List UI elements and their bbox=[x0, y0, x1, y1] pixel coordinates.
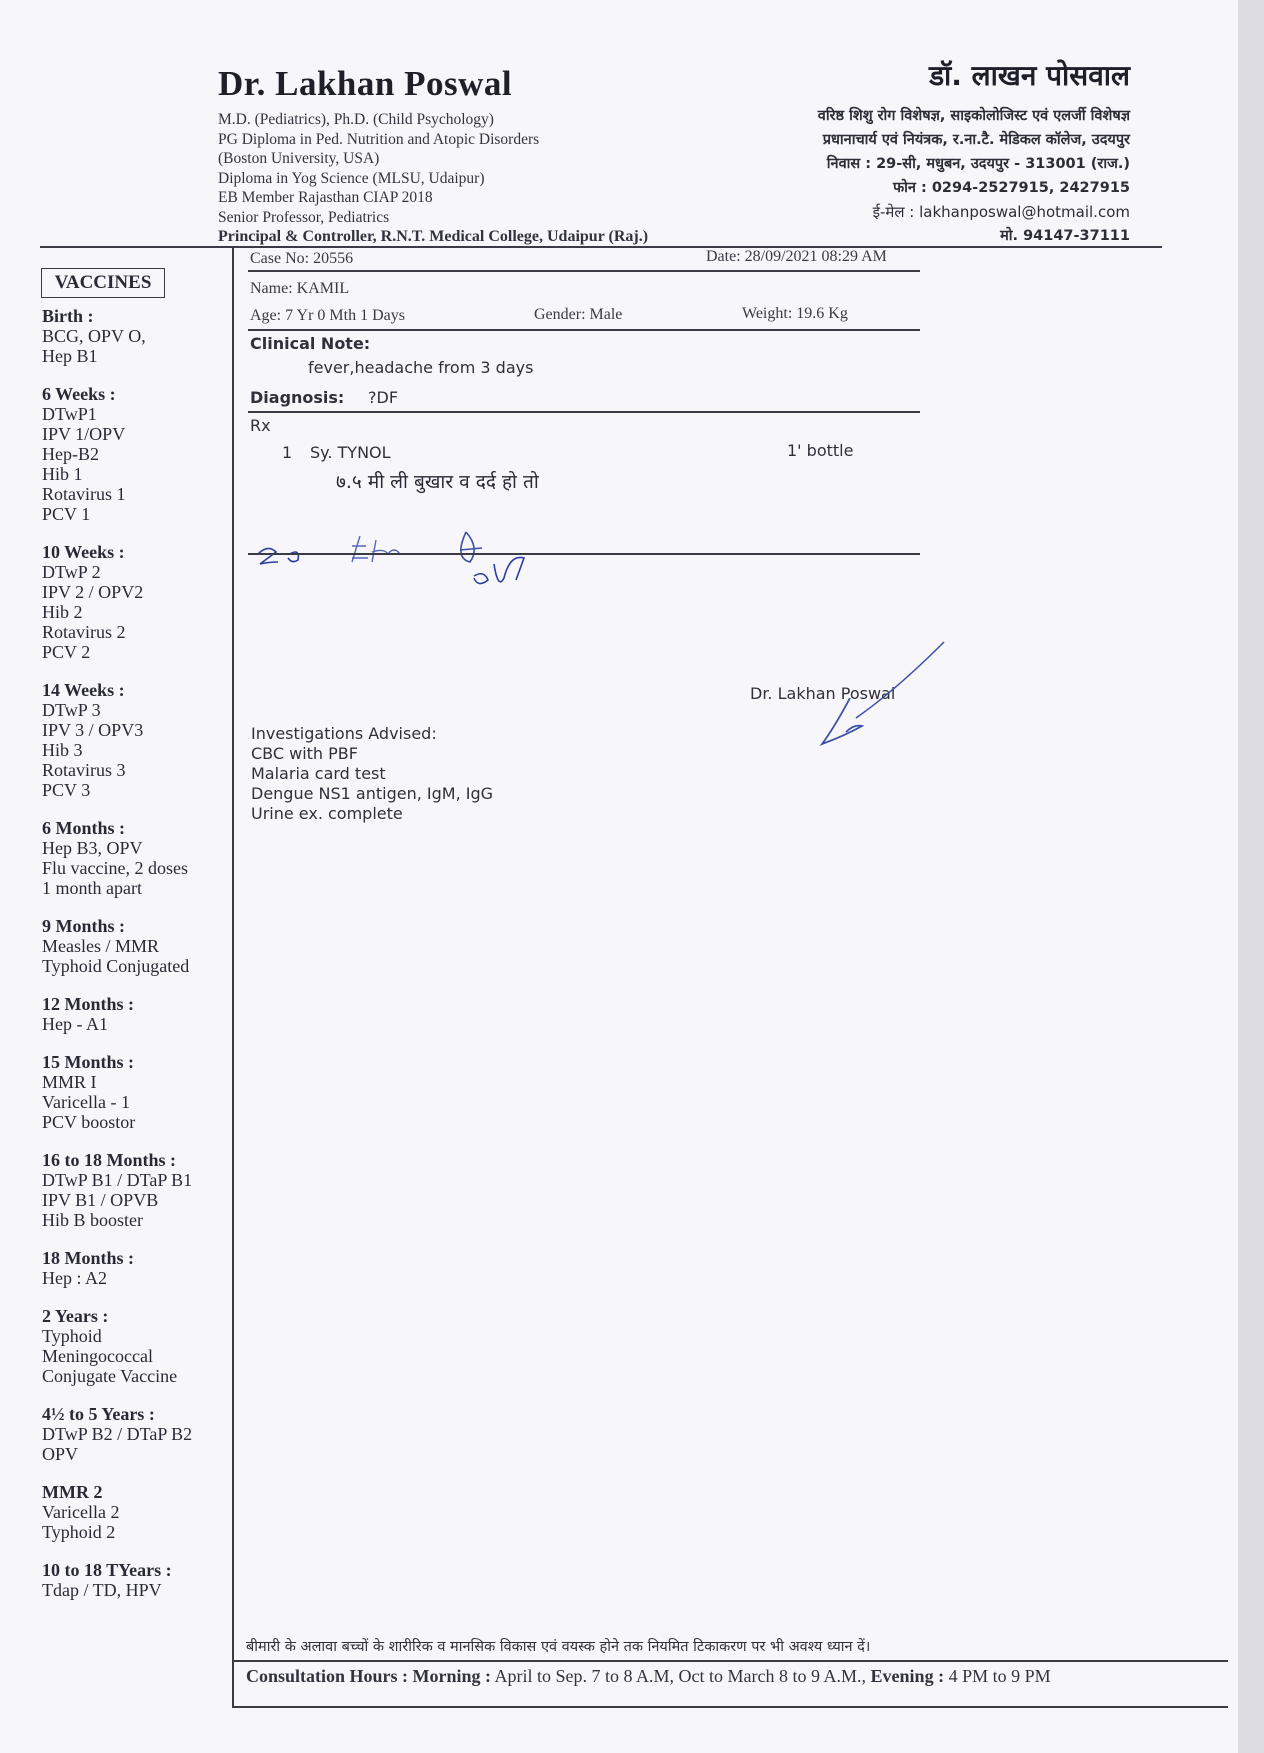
clinical-note-label: Clinical Note: bbox=[250, 334, 371, 353]
rx-number: 1 bbox=[282, 443, 293, 462]
vaccine-item: Hep : A2 bbox=[42, 1268, 107, 1288]
evening-label: Evening : bbox=[870, 1666, 945, 1686]
patient-name: Name: KAMIL bbox=[250, 280, 350, 297]
vaccine-schedule bbox=[42, 306, 232, 1618]
morning-hours: April to Sep. 7 to 8 A.M, Oct to March 8 to 9 A.M., bbox=[494, 1666, 867, 1686]
diagnosis-value: ?DF bbox=[368, 388, 399, 407]
credential-line: EB Member Rajasthan CIAP 2018 bbox=[218, 189, 433, 206]
vaccine-age-heading: 12 Months : bbox=[42, 994, 135, 1014]
vaccine-age-heading: 18 Months : bbox=[42, 1248, 135, 1268]
vaccine-item: Typhoid Conjugated bbox=[42, 956, 190, 976]
vaccine-group bbox=[42, 1150, 232, 1230]
vaccine-item: BCG, OPV O, bbox=[42, 326, 146, 346]
vaccine-item: DTwP1 bbox=[42, 404, 97, 424]
vaccine-item: Hib B booster bbox=[42, 1210, 143, 1230]
investigations-block bbox=[251, 724, 493, 824]
vaccine-age-heading: Birth : bbox=[42, 306, 94, 326]
vaccine-item: Rotavirus 3 bbox=[42, 760, 126, 780]
vaccine-item: Tdap / TD, HPV bbox=[42, 1580, 162, 1600]
patient-age: Age: 7 Yr 0 Mth 1 Days bbox=[250, 307, 405, 324]
vaccine-group bbox=[42, 306, 232, 366]
vaccine-item: PCV 2 bbox=[42, 642, 91, 662]
vaccine-group bbox=[42, 1306, 232, 1386]
vaccine-age-heading: 10 to 18 TYears : bbox=[42, 1560, 172, 1580]
vaccine-group bbox=[42, 1248, 232, 1288]
underline bbox=[248, 553, 920, 555]
investigation-item: CBC with PBF bbox=[251, 744, 358, 763]
underline bbox=[248, 411, 920, 413]
vaccine-group bbox=[42, 542, 232, 662]
vaccine-group bbox=[42, 680, 232, 800]
vaccine-item: 1 month apart bbox=[42, 878, 142, 898]
diagnosis-label: Diagnosis: bbox=[250, 388, 345, 407]
underline bbox=[248, 270, 920, 272]
page-edge bbox=[1238, 0, 1264, 1753]
patient-gender: Gender: Male bbox=[534, 306, 623, 323]
investigation-item: Malaria card test bbox=[251, 764, 386, 783]
phone-line: फोन : 0294-2527915, 2427915 bbox=[892, 180, 1130, 196]
vaccine-group bbox=[42, 818, 232, 898]
signature-name: Dr. Lakhan Poswal bbox=[750, 684, 896, 703]
vaccine-item: Hib 3 bbox=[42, 740, 83, 760]
vaccine-item: PCV 3 bbox=[42, 780, 91, 800]
vaccine-item: Hep - A1 bbox=[42, 1014, 108, 1034]
vaccines-title: VACCINES bbox=[41, 268, 165, 298]
drug-name: Sy. TYNOL bbox=[310, 443, 391, 462]
investigations-label: Investigations Advised: bbox=[251, 724, 437, 743]
credential-line: PG Diploma in Ped. Nutrition and Atopic Disorders bbox=[218, 130, 540, 148]
signature-mark bbox=[816, 640, 946, 750]
underline bbox=[248, 329, 920, 331]
header-rule bbox=[40, 246, 1162, 248]
vaccine-item: IPV 1/OPV bbox=[42, 424, 126, 444]
visit-date: Date: 28/09/2021 08:29 AM bbox=[706, 248, 887, 265]
vaccine-item: Hep B1 bbox=[42, 346, 98, 366]
vaccine-item: Hep-B2 bbox=[42, 444, 99, 464]
vaccine-group bbox=[42, 1052, 232, 1132]
vaccine-item: Typhoid bbox=[42, 1326, 102, 1346]
vaccine-group bbox=[42, 1404, 232, 1464]
vaccine-item: MMR I bbox=[42, 1072, 97, 1092]
dosage-instruction: ७.५ मी ली बुखार व दर्द हो तो bbox=[336, 471, 539, 493]
investigation-item: Urine ex. complete bbox=[251, 804, 403, 823]
vaccine-item: IPV B1 / OPVB bbox=[42, 1190, 159, 1210]
vaccine-item: PCV boostor bbox=[42, 1112, 136, 1132]
vaccine-group bbox=[42, 916, 232, 976]
handwriting-scribble bbox=[248, 518, 568, 598]
vaccine-age-heading: 9 Months : bbox=[42, 916, 126, 936]
vaccine-age-heading: 10 Weeks : bbox=[42, 542, 125, 562]
vaccine-item: Hep B3, OPV bbox=[42, 838, 143, 858]
vaccine-item: Varicella 2 bbox=[42, 1502, 120, 1522]
vaccine-item: PCV 1 bbox=[42, 504, 91, 524]
vaccine-age-heading: 14 Weeks : bbox=[42, 680, 125, 700]
investigation-item: Dengue NS1 antigen, IgM, IgG bbox=[251, 784, 494, 803]
footer-advice: बीमारी के अलावा बच्चों के शारीरिक व मानसिक विकास एवं वयस्क होने तक नियमित टिकाकरण पर भी अवश्य ध्यान दें। bbox=[246, 1639, 871, 1655]
vaccine-group bbox=[42, 994, 232, 1034]
vaccine-item: OPV bbox=[42, 1444, 79, 1464]
consultation-hours bbox=[246, 1666, 1051, 1687]
hindi-line: वरिष्ठ शिशु रोग विशेषज्ञ, साइकोलोजिस्ट एवं एलर्जी विशेषज्ञ bbox=[817, 108, 1130, 124]
vaccine-item: Meningococcal bbox=[42, 1346, 153, 1366]
vaccine-age-heading: 6 Weeks : bbox=[42, 384, 116, 404]
vaccine-age-heading: 6 Months : bbox=[42, 818, 126, 838]
address-line: निवास : 29-सी, मधुबन, उदयपुर - 313001 (राज.) bbox=[826, 156, 1130, 172]
vaccine-item: Hib 1 bbox=[42, 464, 83, 484]
vaccine-item: DTwP B1 / DTaP B1 bbox=[42, 1170, 193, 1190]
vaccine-age-heading: 2 Years : bbox=[42, 1306, 109, 1326]
case-number: Case No: 20556 bbox=[250, 250, 354, 267]
credential-line: Senior Professor, Pediatrics bbox=[218, 208, 390, 226]
vaccine-item: Typhoid 2 bbox=[42, 1522, 116, 1542]
vaccine-item: Varicella - 1 bbox=[42, 1092, 130, 1112]
hours-label: Consultation Hours : bbox=[246, 1666, 409, 1686]
vaccine-item: Hib 2 bbox=[42, 602, 83, 622]
credential-line: Diploma in Yog Science (MLSU, Udaipur) bbox=[218, 169, 485, 187]
credential-line: M.D. (Pediatrics), Ph.D. (Child Psychology) bbox=[218, 111, 494, 128]
email-line: ई-मेल : lakhanposwal@hotmail.com bbox=[872, 203, 1130, 221]
vaccine-item: Rotavirus 1 bbox=[42, 484, 126, 504]
clinical-note: fever,headache from 3 days bbox=[308, 358, 534, 377]
vaccine-group bbox=[42, 1482, 232, 1542]
vaccine-item: DTwP 2 bbox=[42, 562, 101, 582]
vaccine-item: DTwP 3 bbox=[42, 700, 101, 720]
vaccine-age-heading: 16 to 18 Months : bbox=[42, 1150, 176, 1170]
morning-label: Morning : bbox=[412, 1666, 492, 1686]
credential-line: (Boston University, USA) bbox=[218, 150, 380, 167]
principal-line: Principal & Controller, R.N.T. Medical College, Udaipur (Raj.) bbox=[218, 228, 649, 245]
header-hindi bbox=[570, 56, 1130, 248]
vaccine-item: Measles / MMR bbox=[42, 936, 159, 956]
hindi-line: प्रधानाचार्य एवं नियंत्रक, र.ना.टै. मेडिकल कॉलेज, उदयपुर bbox=[822, 132, 1130, 148]
vaccine-item: IPV 3 / OPV3 bbox=[42, 720, 144, 740]
footer-rule-bottom bbox=[234, 1706, 1228, 1708]
vaccine-group bbox=[42, 1560, 232, 1600]
patient-weight: Weight: 19.6 Kg bbox=[742, 305, 848, 322]
vaccine-item: Conjugate Vaccine bbox=[42, 1366, 178, 1386]
drug-quantity: 1' bottle bbox=[787, 441, 854, 460]
rx-label: Rx bbox=[250, 416, 271, 435]
doctor-name-hi: डॉ. लाखन पोसवाल bbox=[929, 59, 1130, 92]
vaccine-age-heading: MMR 2 bbox=[42, 1482, 103, 1502]
vaccine-age-heading: 15 Months : bbox=[42, 1052, 135, 1072]
mobile-line: मो. 94147-37111 bbox=[1000, 228, 1130, 244]
vaccine-item: Rotavirus 2 bbox=[42, 622, 126, 642]
footer-rule bbox=[234, 1660, 1228, 1662]
vaccine-group bbox=[42, 384, 232, 524]
doctor-name-en: Dr. Lakhan Poswal bbox=[218, 64, 513, 103]
vaccine-item: Flu vaccine, 2 doses bbox=[42, 858, 188, 878]
vaccine-age-heading: 4½ to 5 Years : bbox=[42, 1404, 155, 1424]
column-divider bbox=[232, 248, 234, 1708]
vaccine-item: DTwP B2 / DTaP B2 bbox=[42, 1424, 193, 1444]
vaccine-item: IPV 2 / OPV2 bbox=[42, 582, 144, 602]
evening-hours: 4 PM to 9 PM bbox=[948, 1666, 1051, 1686]
